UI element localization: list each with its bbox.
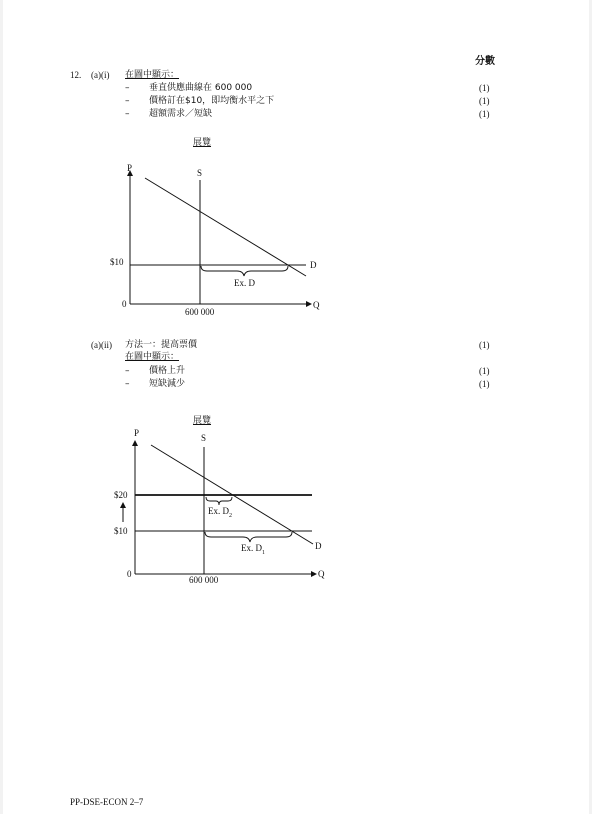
diagram-1-quantity-label: 600 000 (185, 307, 215, 317)
diagram-2-origin-label: 0 (127, 569, 132, 579)
part-ii-method: 方法一：提高票價 (125, 340, 198, 350)
question-number: 12. (70, 70, 82, 80)
diagram-2-s-label: S (201, 433, 207, 443)
diagram-2-d-label: D (315, 541, 322, 551)
part-a-ii-label: (a)(ii) (91, 340, 112, 350)
diagram-2-quantity-label: 600 000 (189, 575, 219, 585)
part-i-bullet-3: – (125, 109, 130, 119)
part-ii-bullet-1: – (125, 366, 130, 376)
diagram-1-s-label: S (197, 168, 203, 178)
diagram-2 (3, 0, 589, 814)
part-ii-mark-1: (1) (479, 366, 490, 376)
diagram-2-p-label: P (134, 428, 140, 438)
part-ii-item-2: 短缺減少 (149, 379, 186, 389)
diagram-2-price-high-label: $20 (114, 490, 128, 500)
part-ii-method-mark: (1) (479, 340, 490, 350)
part-i-bullet-1: – (125, 83, 130, 93)
part-i-intro: 在圖中顯示： (125, 70, 180, 80)
footer-page-code: PP-DSE-ECON 2–7 (70, 797, 144, 807)
diagram-2-excess-brace-2 (206, 497, 232, 505)
part-i-item-3: 超額需求／短缺 (149, 109, 213, 119)
diagram-2-title: 展覽 (193, 416, 212, 426)
diagram-1-d-label: D (310, 260, 317, 270)
marks-column-header: 分數 (475, 56, 495, 67)
part-ii-intro: 在圖中顯示： (125, 352, 180, 362)
part-i-bullet-2: – (125, 96, 130, 106)
part-ii-mark-2: (1) (479, 379, 490, 389)
diagram-1-excess-label: Ex. D (234, 278, 255, 288)
diagram-2-price-low-label: $10 (114, 526, 128, 536)
part-i-mark-2: (1) (479, 96, 490, 106)
part-a-i-label: (a)(i) (91, 70, 110, 80)
part-i-mark-3: (1) (479, 109, 490, 119)
exam-page (3, 0, 589, 814)
part-i-item-2: 價格訂在$10，即均衡水平之下 (149, 96, 275, 106)
part-i-mark-1: (1) (479, 83, 490, 93)
part-ii-item-1: 價格上升 (149, 366, 186, 376)
diagram-2-excess-brace-1 (205, 532, 292, 542)
diagram-2-excess-label-2: Ex. $D_2$ (208, 506, 232, 519)
diagram-1-title: 展覽 (193, 138, 212, 148)
diagram-2-q-label: Q (318, 569, 325, 579)
part-i-item-1: 垂直供應曲線在 600 000 (149, 83, 253, 93)
diagram-1-q-label: Q (313, 300, 320, 310)
diagram-1-price-label: $10 (110, 257, 124, 267)
diagram-2-excess-label-1: Ex. $D_1$ (241, 543, 265, 556)
part-ii-bullet-2: – (125, 379, 130, 389)
diagram-1-p-label: P (127, 163, 133, 173)
diagram-1-origin-label: 0 (122, 299, 127, 309)
